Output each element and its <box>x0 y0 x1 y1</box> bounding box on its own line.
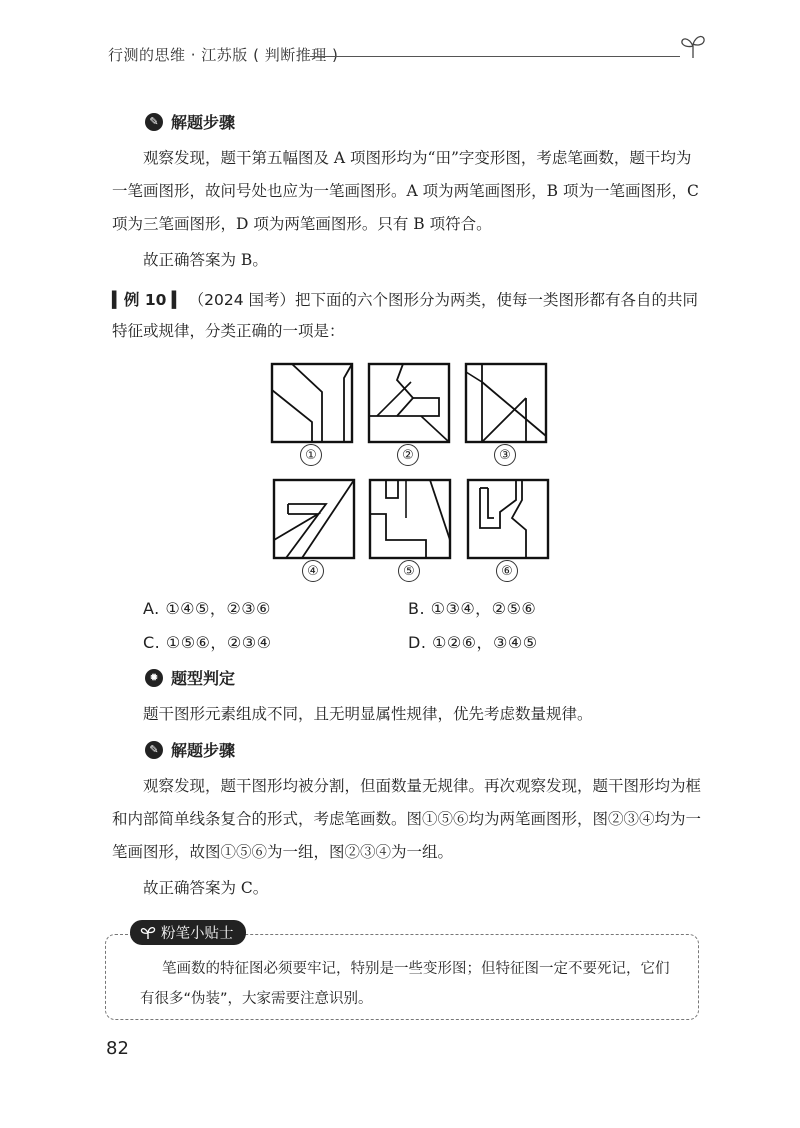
tip-text: 笔画数的特征图必须要牢记，特别是一些变形图；但特征图一定不要死记，它们有很多“伪装”，大家需要注意识别。 <box>140 961 670 1007</box>
pencil-icon: ✎ <box>145 113 163 131</box>
sun-icon: ✹ <box>145 669 163 687</box>
type-paragraph: 题干图形元素组成不同，且无明显属性规律，优先考虑数量规律。 <box>143 705 593 723</box>
figure-4 <box>272 478 356 560</box>
option-c[interactable]: C. ①⑤⑥，②③④ <box>143 633 272 652</box>
figure-label-3: ③ <box>494 444 516 466</box>
figure-label-2: ② <box>397 444 419 466</box>
figure-label-4: ④ <box>302 560 324 582</box>
figure-2 <box>367 362 451 444</box>
section-heading-type <box>145 666 235 689</box>
page-number: 82 <box>106 1038 129 1059</box>
figure-3 <box>464 362 548 444</box>
solution-paragraph: 观察发现，题干第五幅图及 A 项图形均为“田”字变形图，考虑笔画数，题干均为一笔画图形，故问号处也应为一笔画图形。A 项为两笔画图形，B 项为一笔画图形，C 项为三笔画图形，D 项为两笔画图形。只有 B 项符合。 <box>112 149 699 233</box>
tip-title: 粉笔小贴士 <box>161 926 234 942</box>
sprout-icon <box>678 30 708 60</box>
running-header: 行测的思维 · 江苏版 ( 判断推理 ) <box>108 46 339 64</box>
section-heading-solution-2 <box>145 738 235 761</box>
section-heading-label: 题型判定 <box>171 669 236 688</box>
header-rule <box>310 56 680 57</box>
figure-1 <box>270 362 354 444</box>
section-heading-label: 解题步骤 <box>171 113 236 132</box>
tip-heading <box>130 920 246 945</box>
option-a[interactable]: A. ①④⑤，②③⑥ <box>143 599 271 618</box>
example-tag: ▍例 10 ▍ <box>112 291 184 309</box>
sprout-icon <box>140 926 156 940</box>
solution-paragraph-2: 观察发现，题干图形均被分割，但面数量无规律。再次观察发现，题干图形均为框和内部简单线条复合的形式，考虑笔画数。图①⑤⑥均为两笔画图形，图②③④均为一笔画图形，故图①⑤⑥为一组，图②③④为一组。 <box>112 777 702 861</box>
figure-label-1: ① <box>300 444 322 466</box>
option-d[interactable]: D. ①②⑥，③④⑤ <box>408 633 538 652</box>
pencil-icon: ✎ <box>145 741 163 759</box>
section-heading-label: 解题步骤 <box>171 741 236 760</box>
answer-line: 故正确答案为 B。 <box>143 251 268 269</box>
figure-label-5: ⑤ <box>398 560 420 582</box>
option-b[interactable]: B. ①③④，②⑤⑥ <box>408 599 537 618</box>
example-text: （2024 国考）把下面的六个图形分为两类，使每一类图形都有各自的共同特征或规律，分类正确的一项是： <box>112 291 699 340</box>
section-heading-solution <box>145 110 235 133</box>
answer-line-2: 故正确答案为 C。 <box>143 879 269 897</box>
example-question <box>112 285 702 347</box>
figure-5 <box>368 478 452 560</box>
figure-label-6: ⑥ <box>496 560 518 582</box>
figure-6 <box>466 478 550 560</box>
